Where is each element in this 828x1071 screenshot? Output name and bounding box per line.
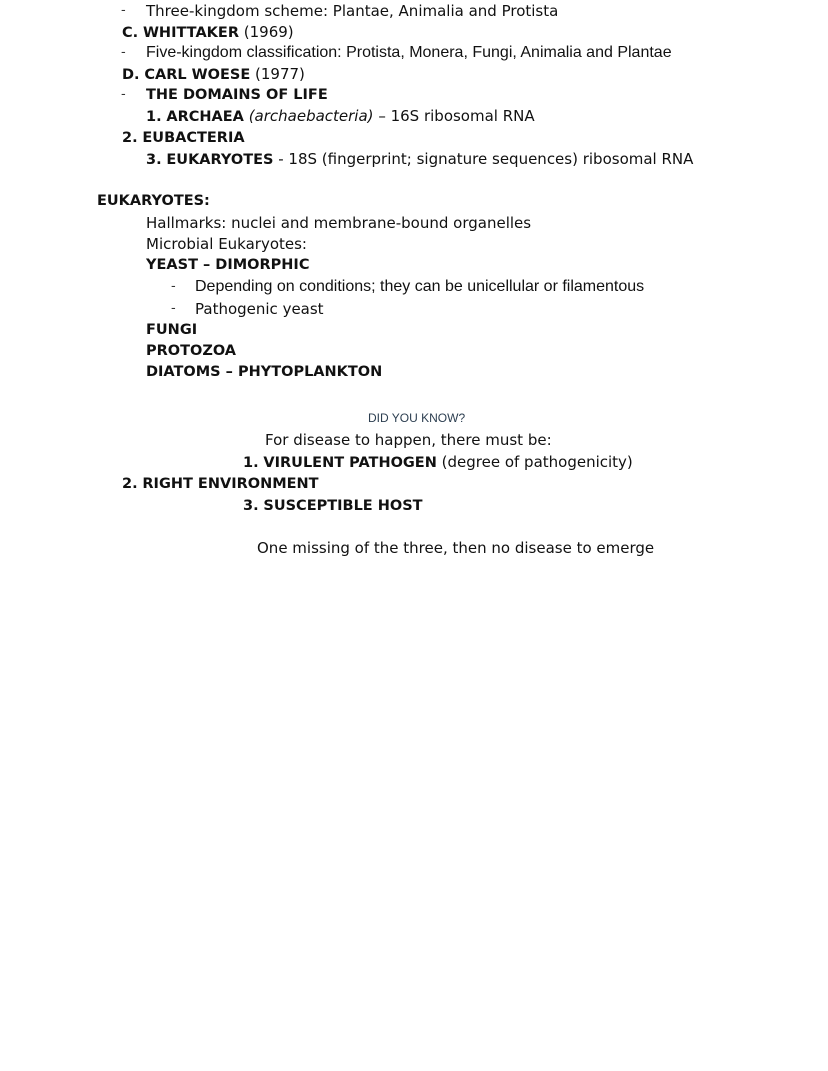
diatoms-heading: DIATOMS – PHYTOPLANKTON [146,364,383,380]
eubacteria-name: EUBACTERIA [142,130,245,146]
protozoa-heading: PROTOZOA [146,343,237,359]
eukaryotes-domain-detail: - 18S (fingerprint; signature sequences) ribosomal RNA [278,150,694,168]
woese-name: CARL WOESE [144,67,251,83]
eukaryotes-heading: EUKARYOTES: [97,193,210,209]
eubacteria-num: 2. [122,130,138,146]
archaea-alt: (archaebacteria) [248,107,374,125]
whittaker-line [122,23,294,42]
three-kingdom-text: Three-kingdom scheme: Plantae, Animalia and Protista [146,2,559,20]
susceptible-host-name: SUSCEPTIBLE HOST [263,498,423,514]
whittaker-year: (1969) [243,23,294,41]
bullet-dash: - [121,87,126,102]
virulent-pathogen-num: 1. [243,455,259,471]
eukaryotes-domain-line [146,150,693,169]
eubacteria-line [122,128,245,147]
did-you-know-heading: DID YOU KNOW? [368,411,466,425]
conclusion-text: One missing of the three, then no disease to emerge [257,539,655,557]
hallmarks-text: Hallmarks: nuclei and membrane-bound organelles [146,214,532,232]
eukaryotes-domain-name: EUKARYOTES [166,152,274,168]
virulent-pathogen-line [243,453,633,472]
bullet-dash: - [121,3,126,18]
yeast-point-pathogenic: Pathogenic yeast [195,300,324,318]
woese-letter: D. [122,67,140,83]
archaea-name: ARCHAEA [166,109,244,125]
yeast-point-conditions: Depending on conditions; they can be unicellular or filamentous [195,278,645,295]
right-environment-name: RIGHT ENVIRONMENT [142,476,319,492]
fungi-heading: FUNGI [146,322,198,338]
whittaker-letter: C. [122,25,139,41]
microbial-eukaryotes-text: Microbial Eukaryotes: [146,235,307,253]
virulent-pathogen-detail: (degree of pathogenicity) [441,453,633,471]
five-kingdom-text: Five-kingdom classification: Protista, Monera, Fungi, Animalia and Plantae [146,44,672,61]
bullet-dash: - [121,45,126,60]
virulent-pathogen-name: VIRULENT PATHOGEN [263,455,437,471]
susceptible-host-line [243,496,423,515]
woese-line [122,65,305,84]
archaea-detail: – 16S ribosomal RNA [378,107,535,125]
woese-year: (1977) [255,65,305,83]
bullet-dash: - [171,301,176,316]
domains-of-life-heading: THE DOMAINS OF LIFE [146,87,328,103]
bullet-dash: - [171,279,176,294]
yeast-heading: YEAST – DIMORPHIC [146,257,310,273]
whittaker-name: WHITTAKER [142,25,239,41]
right-environment-line [122,474,319,493]
archaea-num: 1. [146,109,162,125]
eukaryotes-domain-num: 3. [146,152,162,168]
right-environment-num: 2. [122,476,138,492]
susceptible-host-num: 3. [243,498,259,514]
archaea-line [146,107,535,126]
disease-intro-text: For disease to happen, there must be: [265,431,552,449]
